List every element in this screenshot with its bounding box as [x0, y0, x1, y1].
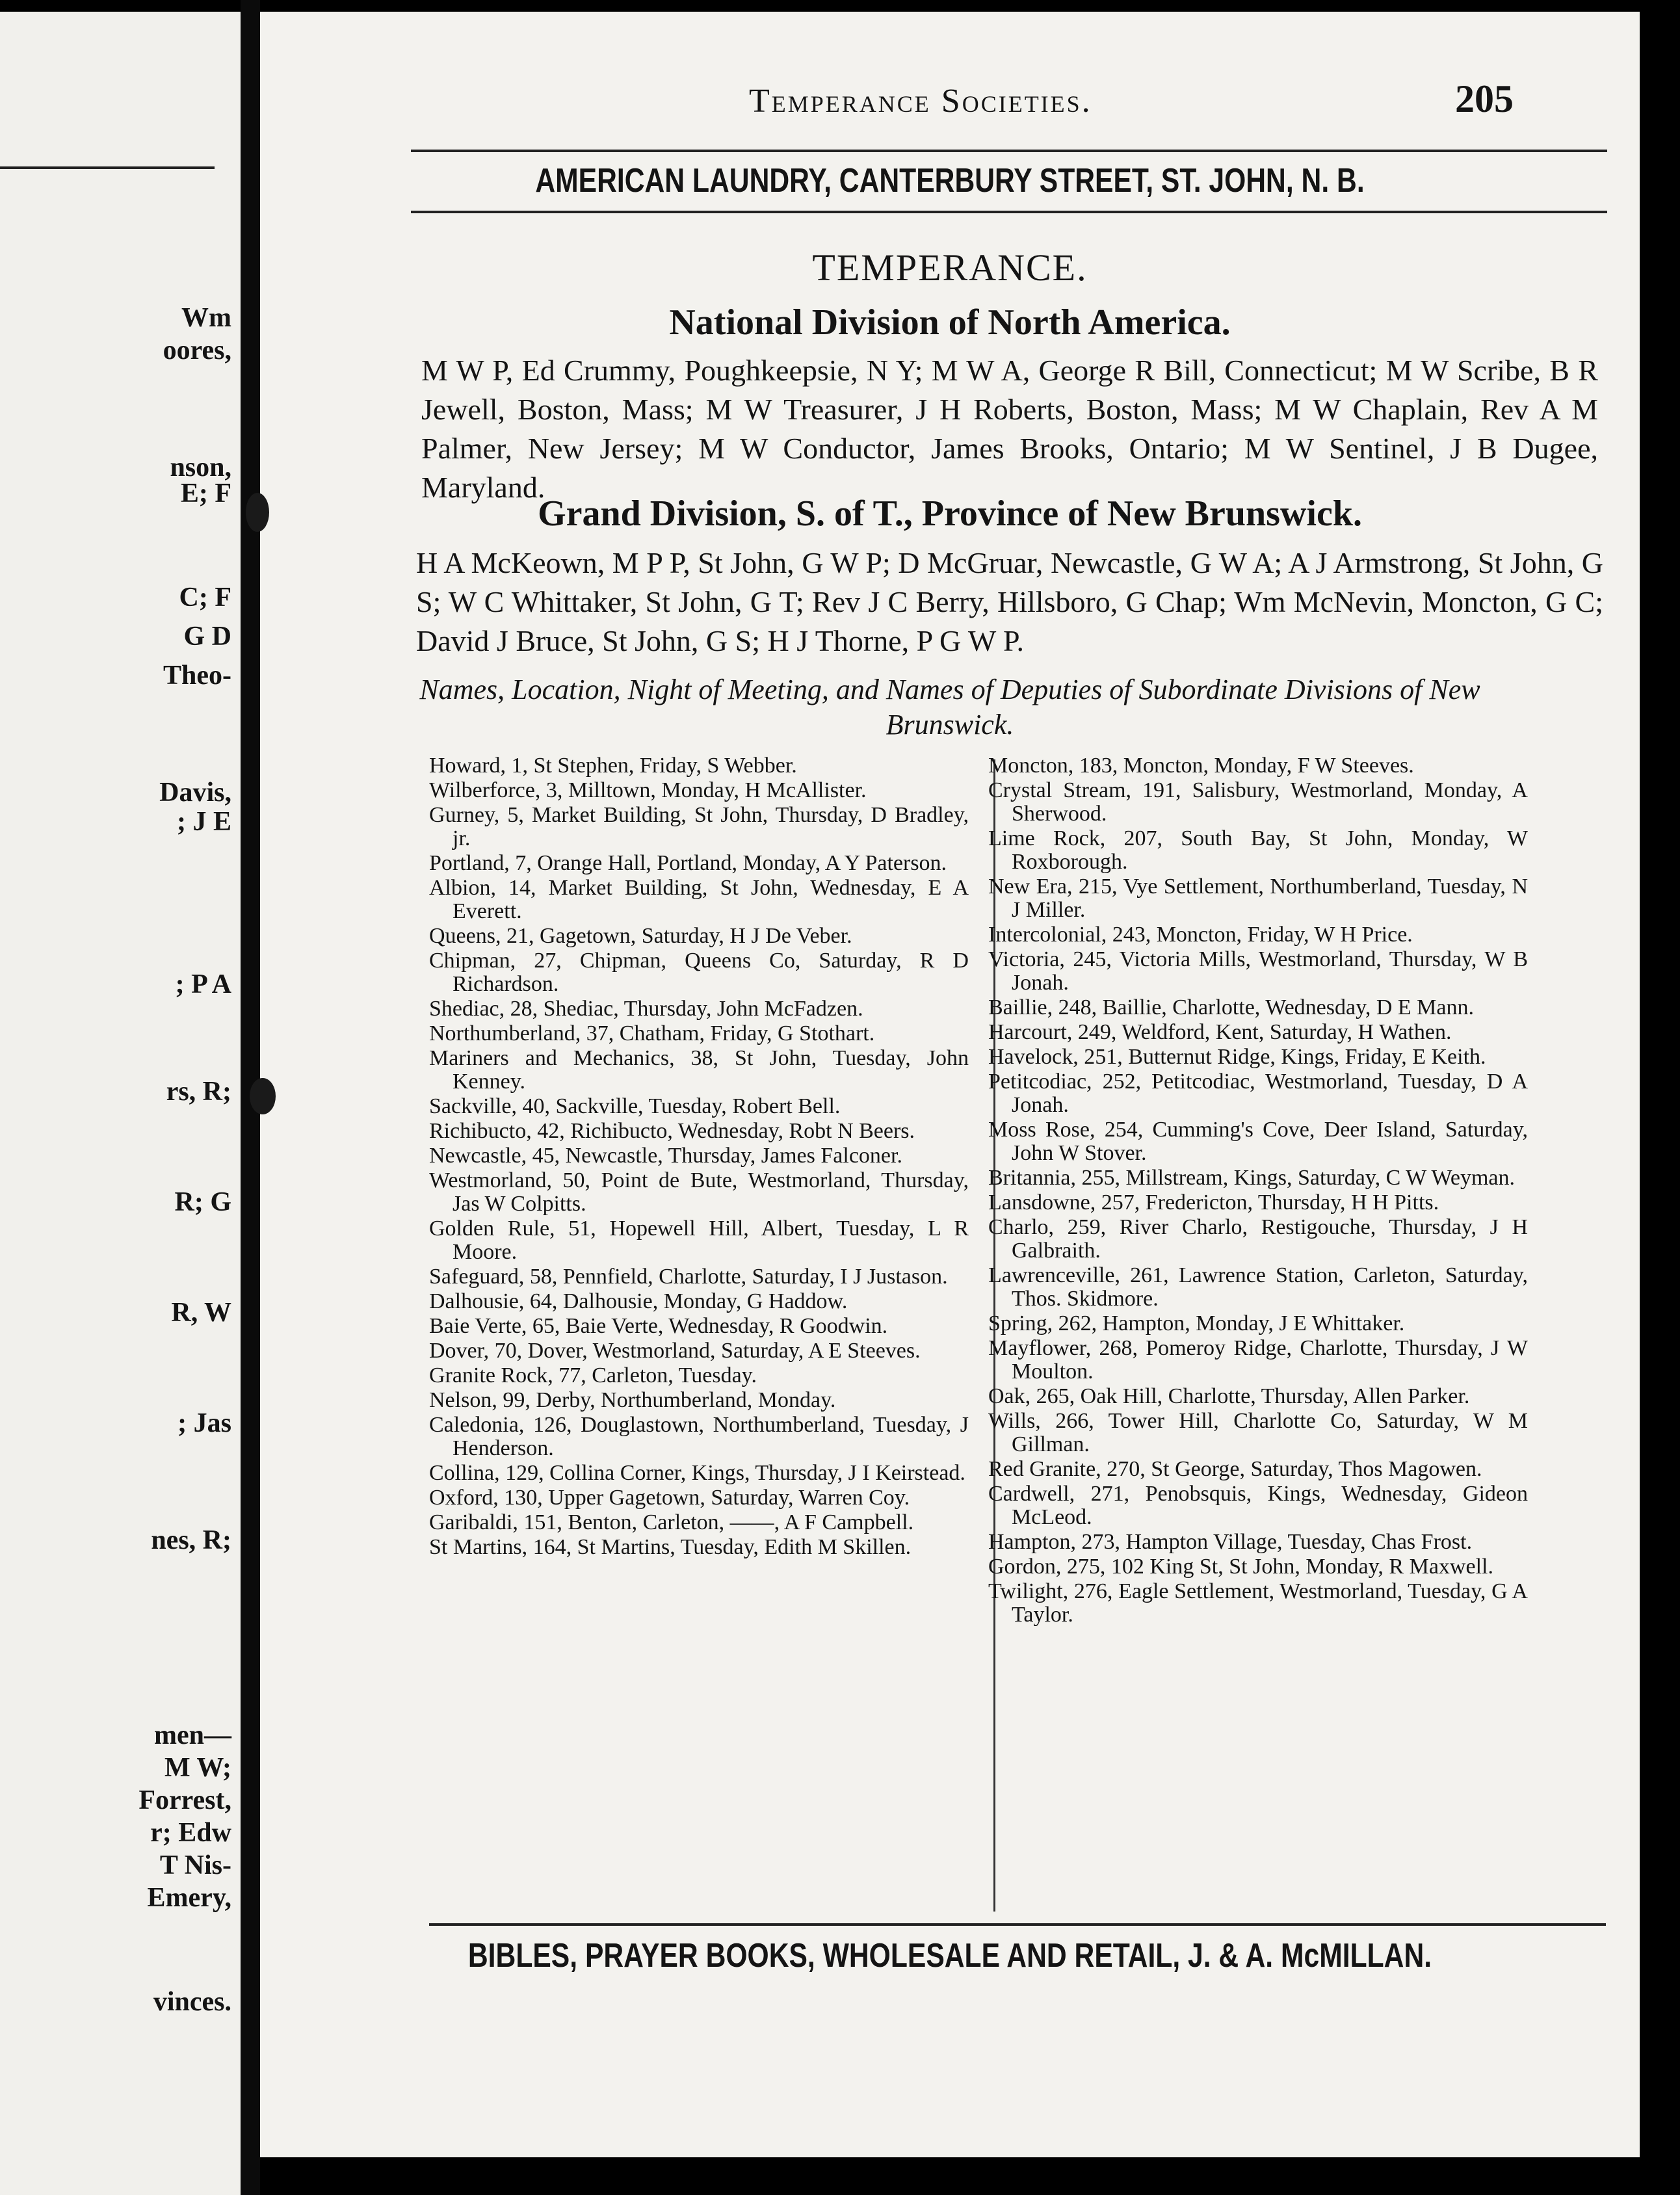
left-page-fragment: men—	[154, 1720, 231, 1750]
division-entry: Shediac, 28, Shediac, Thursday, John McFadzen.	[429, 997, 863, 1021]
left-page-fragment: G D	[183, 622, 231, 651]
running-title: Temperance Societies.	[749, 83, 1092, 120]
division-entry: Britannia, 255, Millstream, Kings, Saturday, C W Weyman.	[988, 1166, 1516, 1190]
division-entry: Oxford, 130, Upper Gagetown, Saturday, Warren Coy.	[429, 1486, 910, 1510]
document-page	[260, 12, 1640, 2157]
division-entry: Hampton, 273, Hampton Village, Tuesday, Chas Frost.	[988, 1530, 1473, 1554]
grand-division-officers: H A McKeown, M P P, St John, G W P; D McGruar, Newcastle, G W A; A J Armstrong, St John, G S; W C Whittaker, St John, G T; Rev J C Berry, Hillsboro, G Chap; Wm McNevin, Moncton, G C; David J Bruce, St John, G S; H J Thorne, P G W P.	[416, 546, 1603, 657]
left-page-fragment: C; F	[179, 583, 231, 612]
left-page-fragment: oores,	[163, 335, 231, 365]
division-entry: Wilberforce, 3, Milltown, Monday, H McAllister.	[429, 778, 867, 802]
left-page-fragment: T Nis-	[159, 1850, 231, 1880]
left-facing-page	[0, 12, 241, 2195]
division-entry: Nelson, 99, Derby, Northumberland, Monday.	[429, 1388, 836, 1412]
division-entry: Intercolonial, 243, Moncton, Friday, W H Price.	[988, 923, 1413, 947]
division-entry: Newcastle, 45, Newcastle, Thursday, James Falconer.	[429, 1144, 902, 1168]
left-page-rule	[0, 166, 215, 169]
division-entry: Victoria, 245, Victoria Mills, Westmorland, Thursday, W B Jonah.	[988, 947, 1528, 995]
page-number: 205	[1455, 77, 1514, 120]
division-entry: Dalhousie, 64, Dalhousie, Monday, G Haddow.	[429, 1289, 848, 1313]
division-entry: Mayflower, 268, Pomeroy Ridge, Charlotte, Thursday, J W Moulton.	[988, 1336, 1528, 1384]
divisions-intro-text: Names, Location, Night of Meeting, and Names of Deputies of Subordinate Divisions of New Brunswick.	[419, 674, 1480, 741]
left-page-fragment: Emery,	[147, 1883, 231, 1913]
division-entry: Lime Rock, 207, South Bay, St John, Monday, W Roxborough.	[988, 826, 1528, 874]
ad-rule	[411, 211, 1607, 213]
division-entry: St Martins, 164, St Martins, Tuesday, Edith M Skillen.	[429, 1535, 912, 1559]
division-entry: Collina, 129, Collina Corner, Kings, Thursday, J I Keirstead.	[429, 1461, 965, 1485]
left-page-fragment: M W;	[164, 1753, 231, 1783]
division-entry: Howard, 1, St Stephen, Friday, S Webber.	[429, 754, 797, 778]
division-entry: Garibaldi, 151, Benton, Carleton, ——, A F Campbell.	[429, 1510, 914, 1534]
left-page-fragment: nes, R;	[151, 1525, 231, 1555]
division-entry: Moncton, 183, Moncton, Monday, F W Steeves.	[988, 754, 1414, 778]
left-page-fragment: rs, R;	[166, 1077, 231, 1107]
left-page-fragment: ; Jas	[177, 1408, 231, 1438]
division-entry: Mariners and Mechanics, 38, St John, Tuesday, John Kenney.	[429, 1046, 969, 1094]
division-entry: Dover, 70, Dover, Westmorland, Saturday, A E Steeves.	[429, 1339, 921, 1363]
division-entry: Baillie, 248, Baillie, Charlotte, Wednesday, D E Mann.	[988, 995, 1475, 1019]
binding-mark	[246, 493, 269, 532]
division-entry: Baie Verte, 65, Baie Verte, Wednesday, R Goodwin.	[429, 1314, 888, 1338]
division-entry: Westmorland, 50, Point de Bute, Westmorland, Thursday, Jas W Colpitts.	[429, 1168, 969, 1216]
division-entry: Sackville, 40, Sackville, Tuesday, Robert Bell.	[429, 1094, 841, 1118]
national-division-officers: M W P, Ed Crummy, Poughkeepsie, N Y; M W A, George R Bill, Connecticut; M W Scribe, B R Jewell, Boston, Mass; M W Treasurer, J H Roberts, Boston, Mass; M W Chaplain, Rev A M Palmer, New Jersey; M W Conductor, James Brooks, Ontario; M W Sentinel, J B Dugee, Maryland.	[421, 354, 1598, 504]
divisions-right-column	[988, 754, 1528, 1628]
division-entry: Golden Rule, 51, Hopewell Hill, Albert, Tuesday, L R Moore.	[429, 1216, 969, 1264]
division-entry: Harcourt, 249, Weldford, Kent, Saturday, H Wathen.	[988, 1020, 1452, 1044]
left-page-fragment: Forrest,	[138, 1785, 231, 1815]
division-entry: Petitcodiac, 252, Petitcodiac, Westmorland, Tuesday, D A Jonah.	[988, 1070, 1528, 1117]
left-page-fragment: Theo-	[163, 661, 231, 690]
left-page-fragment: Davis,	[159, 778, 231, 808]
division-entry: Oak, 265, Oak Hill, Charlotte, Thursday, Allen Parker.	[988, 1384, 1470, 1408]
section-title: TEMPERANCE.	[812, 246, 1088, 289]
division-entry: Chipman, 27, Chipman, Queens Co, Saturday, R D Richardson.	[429, 949, 969, 996]
division-entry: Wills, 266, Tower Hill, Charlotte Co, Saturday, W M Gillman.	[988, 1409, 1528, 1456]
bottom-advertisement: BIBLES, PRAYER BOOKS, WHOLESALE AND RETAIL, J. & A. McMILLAN.	[467, 1937, 1432, 1975]
footer-rule	[429, 1923, 1606, 1926]
division-entry: New Era, 215, Vye Settlement, Northumberland, Tuesday, N J Miller.	[988, 874, 1528, 922]
division-entry: Gurney, 5, Market Building, St John, Thursday, D Bradley, jr.	[429, 803, 969, 850]
division-entry: Charlo, 259, River Charlo, Restigouche, Thursday, J H Galbraith.	[988, 1215, 1528, 1263]
division-entry: Moss Rose, 254, Cumming's Cove, Deer Island, Saturday, John W Stover.	[988, 1118, 1528, 1165]
national-division-heading: National Division of North America.	[669, 302, 1231, 343]
division-entry: Lawrenceville, 261, Lawrence Station, Carleton, Saturday, Thos. Skidmore.	[988, 1263, 1528, 1311]
divisions-intro	[260, 672, 1640, 743]
division-entry: Caledonia, 126, Douglastown, Northumberland, Tuesday, J Henderson.	[429, 1413, 969, 1460]
division-entry: Richibucto, 42, Richibucto, Wednesday, Robt N Beers.	[429, 1119, 915, 1143]
grand-division-heading: Grand Division, S. of T., Province of New Brunswick.	[538, 493, 1362, 534]
left-page-fragment: vinces.	[153, 1987, 231, 2017]
left-page-fragment: R, W	[171, 1298, 231, 1328]
left-page-fragment: ; J E	[177, 807, 231, 837]
division-entry: Twilight, 276, Eagle Settlement, Westmorland, Tuesday, G A Taylor.	[988, 1579, 1528, 1627]
division-entry: Northumberland, 37, Chatham, Friday, G Stothart.	[429, 1021, 875, 1045]
division-entry: Safeguard, 58, Pennfield, Charlotte, Saturday, I J Justason.	[429, 1265, 948, 1289]
division-entry: Havelock, 251, Butternut Ridge, Kings, Friday, E Keith.	[988, 1045, 1486, 1069]
division-entry: Crystal Stream, 191, Salisbury, Westmorland, Monday, A Sherwood.	[988, 778, 1528, 826]
left-page-fragment: Wm	[181, 303, 231, 333]
header-rule	[411, 150, 1607, 152]
division-entry: Spring, 262, Hampton, Monday, J E Whittaker.	[988, 1311, 1405, 1335]
division-entry: Albion, 14, Market Building, St John, Wednesday, E A Everett.	[429, 876, 969, 923]
division-entry: Red Granite, 270, St George, Saturday, Thos Magowen.	[988, 1457, 1482, 1481]
division-entry: Gordon, 275, 102 King St, St John, Monday, R Maxwell.	[988, 1555, 1493, 1579]
divisions-left-column	[429, 754, 969, 1560]
binding-mark	[250, 1078, 276, 1114]
left-page-fragment: nson,	[170, 453, 231, 482]
division-entry: Portland, 7, Orange Hall, Portland, Monday, A Y Paterson.	[429, 851, 947, 875]
left-page-fragment: E; F	[180, 479, 231, 508]
division-entry: Lansdowne, 257, Fredericton, Thursday, H H Pitts.	[988, 1190, 1439, 1215]
division-entry: Granite Rock, 77, Carleton, Tuesday.	[429, 1363, 757, 1387]
left-page-fragment: r; Edw	[150, 1818, 231, 1848]
top-advertisement: AMERICAN LAUNDRY, CANTERBURY STREET, ST. JOHN, N. B.	[535, 162, 1365, 200]
division-entry: Queens, 21, Gagetown, Saturday, H J De Veber.	[429, 924, 852, 948]
left-page-fragment: ; P A	[175, 969, 231, 999]
left-page-fragment: R; G	[174, 1187, 231, 1217]
division-entry: Cardwell, 271, Penobsquis, Kings, Wednesday, Gideon McLeod.	[988, 1482, 1528, 1529]
